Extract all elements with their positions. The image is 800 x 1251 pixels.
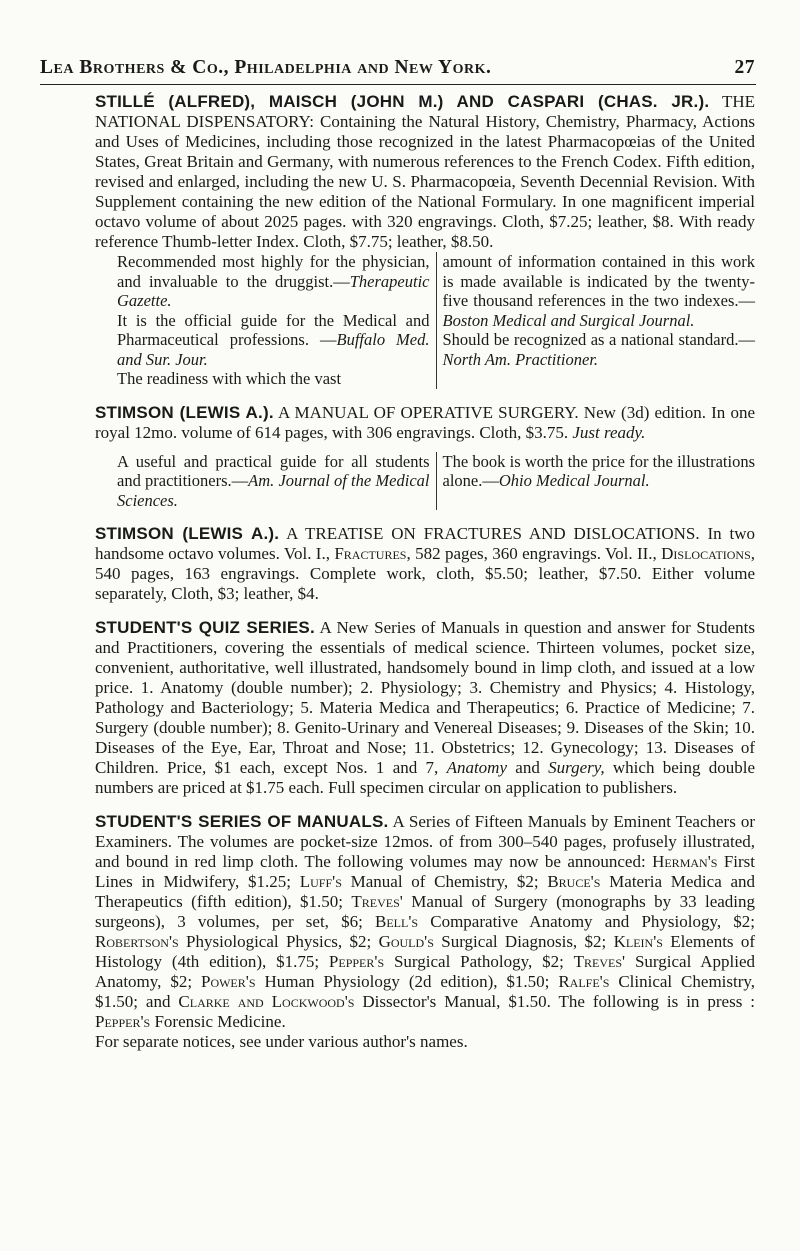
entry-text: A New Series of Manuals in question and answer for Students and Practitioners, covering the essentials of medical science. Thirteen volumes, pocket size, convenient, authoritative, well illustrated, handsomely bound in limp cloth, and issued at a low price. 1. Anatomy (double number); 2. Physiology; 3. Chemistry and Physics; 4. Histology, Pathology and Bacteriology; 5. Materia Medica and Therapeutics; 6. Practice of Medicine; 7. Surgery (double number); 8. Genito-Urinary and Venereal Diseases; 9. Diseases of the Skin; 10. Diseases of the Eye, Ear, Throat and Nose; 11. Obstetrics; 12. Gynecology; 13. Diseases of Children. Price, $1 each, except Nos. 1 and 7, xyxy=(95,618,755,777)
entry-heading: STIMSON (LEWIS A.). xyxy=(95,402,274,422)
entry-stille xyxy=(95,92,755,389)
entry-text-smallcaps: Fractures xyxy=(334,544,407,563)
entry-manuals-series xyxy=(95,812,755,1052)
entry-text: Comparative Anatomy and Physiology, $2; xyxy=(430,912,755,931)
entry-text: Physiological Physics, $2; xyxy=(186,932,372,951)
author-name: Pepper's xyxy=(95,1012,151,1031)
review-source: North Am. Practitioner. xyxy=(442,349,599,369)
author-name: Treves' xyxy=(351,892,403,911)
running-header xyxy=(40,57,755,79)
author-name: Pepper's xyxy=(328,952,385,971)
entry-heading: STUDENT'S QUIZ SERIES. xyxy=(95,618,315,637)
entry-text-italic: Anatomy xyxy=(446,758,507,777)
entry-note: Just ready. xyxy=(572,422,646,442)
review-source: Boston Medical and Surgical Journal. xyxy=(442,310,695,330)
entry-text: Surgical Pathology, $2; xyxy=(393,952,564,971)
entry-text: THE NATIONAL DISPENSATORY: Containing the Natural History, Chemistry, Pharmacy, Actions and Uses of Medicines, including those recognized in the latest Pharmacopœias of the United States, Great Britain and Germany, with numerous references to the French Codex. Fifth edition, revised and enlarged, including the new U. S. Pharmacopœia, Seventh Decennial Revision. With Supplement containing the new edition of the National Formulary. In one magnificent imperial octavo volume of about 2025 pages. with 320 engravings. Cloth, $7.25; leather, $8. With ready reference Thumb-letter Index. Cloth, $7.75; leather, $8.50. xyxy=(95,92,755,251)
review-columns xyxy=(117,252,755,389)
entry-text: Manual of Surgery (monographs by 33 leading surgeons), 3 volumes, per set, $6; xyxy=(95,892,756,931)
review-source: Ohio Medical Journal. xyxy=(498,471,650,490)
entry-text: and xyxy=(515,758,540,777)
entry-text: , 582 pages, 360 engravings. Vol. II., xyxy=(406,544,657,563)
author-name: Power's xyxy=(200,972,256,991)
entry-text: Forensic Medicine. xyxy=(154,1012,286,1031)
author-name: Luff's xyxy=(299,872,342,891)
author-name: Robertson's xyxy=(95,932,179,951)
entry-heading: STIMSON (LEWIS A.). xyxy=(95,524,280,543)
author-name: Ralfe's xyxy=(558,972,610,991)
author-name: Gould's xyxy=(378,932,434,951)
entry-heading: STUDENT'S SERIES OF MANUALS. xyxy=(95,812,389,831)
review-column-left xyxy=(117,452,436,511)
entry-text: A Series of Fifteen Manuals by Eminent Teachers or Examiners. The volumes are pocket-size 12mos. of from 300–540 pages, profusely illustrated, and bound in red limp cloth. The following volumes may now be announced: xyxy=(95,812,756,871)
entry-heading: STILLÉ (ALFRED), MAISCH (JOHN M.) AND CASPARI (CHAS. JR.). xyxy=(95,92,710,111)
closing-note: For separate notices, see under various author's names. xyxy=(95,1032,468,1051)
page-number: 27 xyxy=(734,57,755,78)
review-text: amount of information contained in this work is made available is indicated by the twenty-five thousand references in the two indexes.— xyxy=(442,252,755,310)
author-name: Bruce's xyxy=(547,872,601,891)
entry-text: Surgical Applied Anatomy, $2; xyxy=(95,952,755,991)
entry-quiz-series xyxy=(95,618,755,798)
header-rule xyxy=(40,84,756,85)
entry-text: which being double numbers are priced at $1.75 each. Full specimen circular on application to publishers. xyxy=(95,758,756,797)
entry-text: A MANUAL OF OPERATIVE SURGERY. New (3d) edition. In one royal 12mo. volume of 614 pages, with 306 engravings. Cloth, $3.75. xyxy=(95,402,755,442)
entry-text: Clinical Chemistry, $1.50; and xyxy=(95,972,756,1011)
review-text: Should be recognized as a national standard.— xyxy=(442,330,755,349)
entry-text-italic: Surgery, xyxy=(548,758,605,777)
review-text: The readiness with which the vast xyxy=(117,369,342,388)
publisher-header: Lea Brothers & Co., Philadelphia and New York. xyxy=(40,57,492,78)
review-column-left xyxy=(117,252,436,389)
entry-text: Dissector's Manual, $1.50. The following is in press : xyxy=(362,992,755,1011)
entry-text: , 540 pages, 163 engravings. Complete work, cloth, $5.50; leather, $7.50. Either volume separately, Cloth, $3; leather, $4. xyxy=(95,544,756,603)
entry-text: A TREATISE ON FRACTURES AND DISLOCATIONS. In two handsome octavo volumes. Vol. I., xyxy=(95,524,755,563)
author-name: Treves' xyxy=(573,952,626,971)
review-column-right xyxy=(436,252,756,389)
entry-stimson-fractures xyxy=(95,524,755,604)
review-column-right xyxy=(436,452,756,511)
entry-text: Elements of Histology (4th edition), $1.75; xyxy=(95,932,756,971)
review-text: The book is worth the price for the illustrations alone.— xyxy=(442,451,755,490)
author-name: Bell's xyxy=(375,912,419,931)
review-text: It is the official guide for the Medical and Pharmaceutical professions. — xyxy=(117,310,430,349)
catalog-content xyxy=(95,92,755,1052)
entry-text: First Lines in Midwifery, $1.25; xyxy=(95,852,756,891)
review-columns xyxy=(117,452,755,511)
review-source: Therapeutic Gazette. xyxy=(117,271,430,310)
entry-text-smallcaps: Dislocations xyxy=(661,544,751,563)
entry-text: Human Physiology (2d edition), $1.50; xyxy=(264,972,550,991)
entry-stimson-manual xyxy=(95,403,755,511)
review-source: Am. Journal of the Medical Sciences. xyxy=(117,471,430,510)
review-text: A useful and practical guide for all students and practitioners.— xyxy=(117,451,430,490)
review-source: Buffalo Med. and Sur. Jour. xyxy=(117,330,430,369)
author-name: Klein's xyxy=(613,932,663,951)
review-text: Recommended most highly for the physician, and invaluable to the druggist.— xyxy=(117,252,430,291)
entry-text: Surgical Diagnosis, $2; xyxy=(441,932,607,951)
entry-text: Materia Medica and Therapeutics (fifth edition), $1.50; xyxy=(95,872,756,911)
entry-text: Manual of Chemistry, $2; xyxy=(350,872,539,891)
author-name: Clarke and Lockwood's xyxy=(178,992,355,1011)
author-name: Herman's xyxy=(652,852,718,871)
